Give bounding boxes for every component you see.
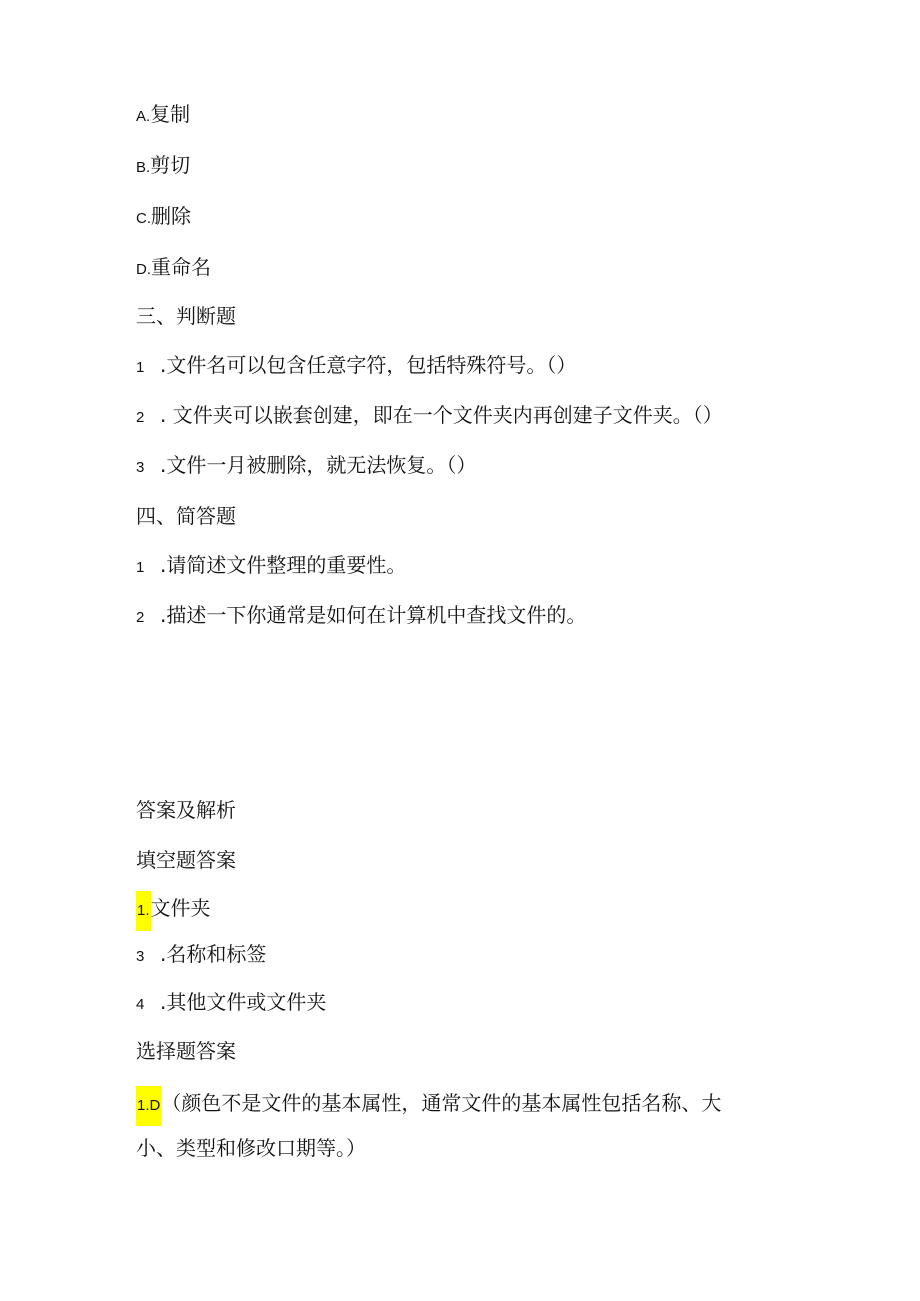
option-a-text: 复制	[150, 102, 191, 126]
short-answer-item-1-text: .请简述文件整理的重要性。	[160, 553, 407, 577]
option-d	[136, 253, 211, 284]
option-b-mark: B.	[136, 159, 151, 176]
fill-answers-heading: 填空题答案	[136, 848, 236, 872]
judgment-item-3	[136, 451, 476, 482]
fill-answer-3	[136, 940, 266, 971]
judgment-item-2-text: . 文件夹可以嵌套创建，即在一个文件夹内再创建子文件夹。（）	[160, 403, 723, 427]
choice-answer-1-continued: 小、类型和修改口期等。）	[136, 1136, 366, 1160]
judgment-item-3-num: 3	[136, 459, 145, 476]
option-c-text: 删除	[151, 204, 191, 228]
option-b-text: 剪切	[150, 153, 191, 177]
judgment-item-2	[136, 401, 723, 432]
short-answer-item-2-num: 2	[136, 609, 145, 626]
fill-answer-4	[136, 988, 326, 1019]
choice-answers-heading: 选择题答案	[136, 1039, 236, 1063]
short-answer-heading: 四、简答题	[136, 504, 236, 528]
short-answer-item-1	[136, 551, 406, 582]
judgment-item-1	[136, 351, 576, 382]
judgment-item-1-num: 1	[136, 359, 145, 376]
option-d-mark: D.	[136, 261, 151, 278]
option-c	[136, 202, 191, 233]
choice-answer-1-text: （颜色不是文件的基本属性，通常文件的基本属性包括名称、大	[161, 1091, 722, 1115]
fill-answer-1-text: 文件夹	[150, 896, 211, 920]
fill-answer-4-text: .其他文件或文件夹	[160, 990, 327, 1014]
answers-heading: 答案及解析	[136, 798, 236, 822]
option-a	[136, 100, 190, 131]
choice-answer-1-num: 1.D	[136, 1086, 161, 1126]
option-d-text: 重命名	[151, 255, 211, 279]
choice-answer-1	[136, 1086, 721, 1126]
short-answer-item-2-text: .描述一下你通常是如何在计算机中查找文件的。	[160, 603, 587, 627]
option-b	[136, 151, 190, 182]
fill-answer-1	[136, 891, 211, 931]
judgment-item-2-num: 2	[136, 409, 145, 426]
short-answer-item-2	[136, 601, 586, 632]
fill-answer-3-num: 3	[136, 948, 145, 965]
judgment-item-3-text: .文件一月被删除，就无法恢复。（）	[160, 453, 477, 477]
judgment-heading: 三、判断题	[136, 304, 236, 328]
fill-answer-3-text: .名称和标签	[160, 942, 267, 966]
short-answer-item-1-num: 1	[136, 559, 145, 576]
fill-answer-4-num: 4	[136, 996, 145, 1013]
judgment-item-1-text: .文件名可以包含任意字符，包括特殊符号。（）	[160, 353, 577, 377]
option-a-mark: A.	[136, 108, 151, 125]
fill-answer-1-num: 1.	[136, 891, 151, 931]
option-c-mark: C.	[136, 210, 151, 227]
